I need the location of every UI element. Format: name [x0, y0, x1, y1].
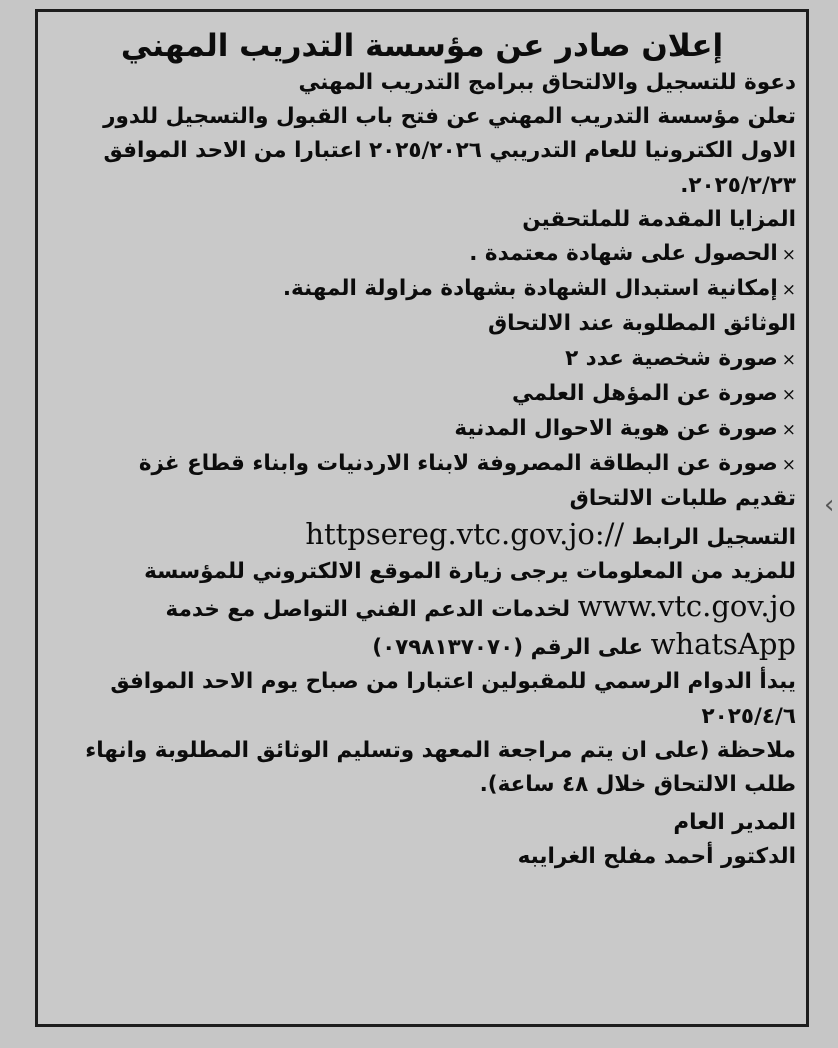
- note-paragraph: ملاحظة (على ان يتم مراجعة المعهد وتسليم الوثائق المطلوبة وانهاء طلب الالتحاق خلال ٤٨ ساعة).: [85, 737, 796, 798]
- announcement-content: [48, 26, 796, 875]
- phone-number: (٠٧٩٨١٣٧٠٧٠): [372, 635, 524, 661]
- support-text: لخدمات الدعم الفني التواصل مع خدمة: [165, 597, 571, 623]
- list-item: [48, 377, 796, 412]
- list-item: [48, 272, 796, 307]
- bullet-icon: ×: [781, 245, 796, 266]
- announcement-frame: [35, 9, 809, 1027]
- intro-line: دعوة للتسجيل والالتحاق ببرامج التدريب المهني: [298, 70, 796, 95]
- documents-heading: الوثائق المطلوبة عند الالتحاق: [487, 311, 796, 337]
- whatsapp-label: whatsApp: [650, 627, 796, 662]
- benefit-text: الحصول على شهادة معتمدة .: [469, 241, 778, 267]
- application-heading: تقديم طلبات الالتحاق: [569, 486, 796, 512]
- registration-label: التسجيل الرابط: [631, 524, 796, 550]
- list-item: [48, 447, 796, 482]
- signature-position: المدير العام: [673, 810, 796, 836]
- benefit-text: إمكانية استبدال الشهادة بشهادة مزاولة المهنة.: [282, 276, 778, 302]
- bullet-icon: ×: [781, 280, 796, 301]
- registration-line: [48, 517, 796, 555]
- number-label: على الرقم: [530, 635, 644, 661]
- list-item: [48, 342, 796, 377]
- document-text: صورة عن هوية الاحوال المدنية: [454, 416, 778, 442]
- announcement-title: إعلان صادر عن مؤسسة التدريب المهني: [120, 28, 724, 64]
- website-link[interactable]: www.vtc.gov.jo: [577, 589, 796, 624]
- bullet-icon: ×: [781, 455, 796, 476]
- document-text: صورة شخصية عدد ٢: [565, 345, 778, 371]
- signature-name: الدكتور أحمد مفلح الغرايبه: [517, 844, 796, 870]
- document-text: صورة عن المؤهل العلمي: [511, 380, 778, 406]
- bullet-icon: ×: [781, 349, 796, 370]
- more-info-paragraph: [48, 555, 796, 666]
- bullet-icon: ×: [781, 384, 796, 405]
- document-text: صورة عن البطاقة المصروفة لابناء الاردنيات وابناء قطاع غزة: [138, 451, 778, 477]
- benefits-heading: المزايا المقدمة للملتحقين: [522, 206, 796, 232]
- more-info-text: للمزيد من المعلومات يرجى زيارة الموقع الالكتروني للمؤسسة: [144, 558, 796, 584]
- bullet-icon: ×: [781, 420, 796, 441]
- list-item: [48, 237, 796, 272]
- announcement-paragraph: تعلن مؤسسة التدريب المهني عن فتح باب القبول والتسجيل للدور الاول الكترونيا للعام التدريبي ٢٠٢٥/٢٠٢٦ اعتبارا من الاحد الموافق ٢٠٢٥/٢/٢٣.: [103, 104, 796, 198]
- list-item: [48, 412, 796, 447]
- registration-link[interactable]: httpsereg.vtc.gov.jo://: [305, 516, 625, 551]
- chevron-left-icon: ‹: [824, 490, 835, 520]
- work-start-paragraph: يبدأ الدوام الرسمي للمقبولين اعتبارا من صباح يوم الاحد الموافق ٢٠٢٥/٤/٦: [110, 669, 796, 729]
